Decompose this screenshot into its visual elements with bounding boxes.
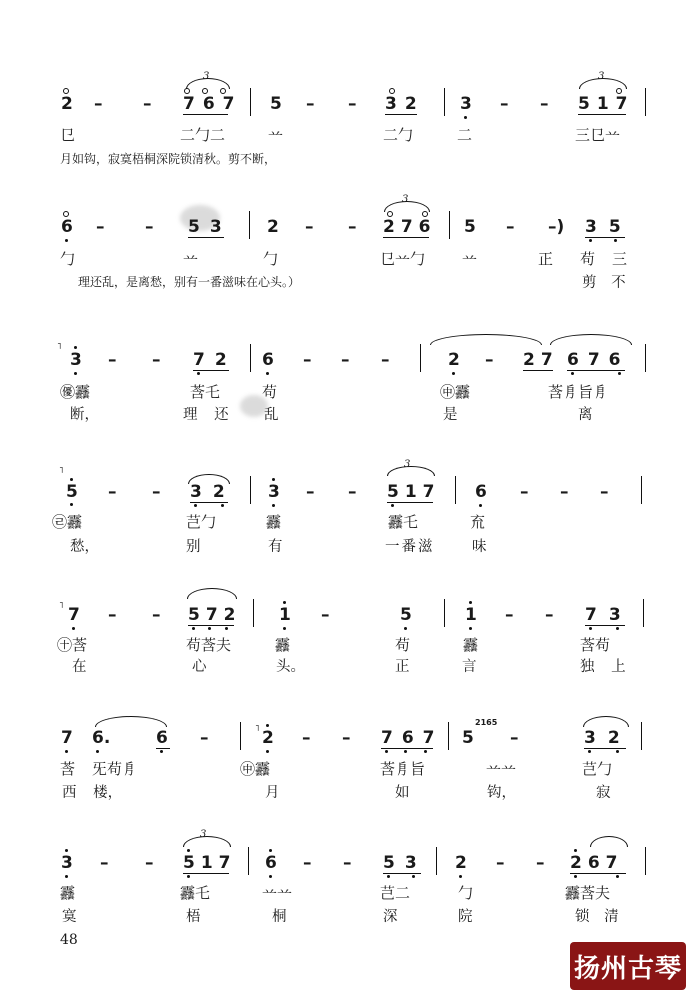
tablature: 正	[538, 250, 554, 268]
dash: –	[100, 853, 109, 873]
lyric: 一番滋	[385, 539, 435, 555]
dash-paren: –)	[548, 217, 565, 237]
barline	[455, 476, 456, 504]
low-dot	[574, 849, 577, 852]
slur	[430, 334, 542, 345]
underline	[383, 237, 429, 238]
ornament-mark: ˥	[57, 342, 62, 352]
low-dot	[65, 875, 68, 878]
barline	[444, 599, 445, 627]
dash: –	[302, 728, 311, 748]
tablature: 䨺	[60, 884, 76, 902]
note-group: 572	[188, 605, 242, 625]
barline	[444, 88, 445, 116]
tablature: 三㔾䒑	[575, 126, 621, 144]
lyric: 正	[395, 659, 410, 675]
low-dot	[404, 627, 407, 630]
low-dot	[74, 372, 77, 375]
lyric: 有	[268, 539, 283, 555]
underline	[183, 114, 228, 115]
underline	[387, 502, 433, 503]
tablature: 䨺乇	[180, 884, 211, 902]
triplet-mark: 3	[203, 71, 210, 82]
slur	[550, 334, 632, 345]
note-group: 53	[383, 853, 427, 873]
lyric: 言	[462, 659, 477, 675]
note-group: 767	[183, 94, 243, 114]
tablature: 㔾	[60, 126, 76, 144]
low-dot	[70, 503, 73, 506]
dash: –	[505, 605, 514, 625]
low-dot	[588, 750, 591, 753]
low-dot	[404, 750, 407, 753]
dash: –	[600, 482, 609, 502]
note: 7	[68, 605, 80, 625]
note-group: 676	[567, 350, 630, 370]
low-dot	[614, 239, 617, 242]
dash: –	[305, 217, 314, 237]
dash: –	[342, 728, 351, 748]
dash: –	[145, 217, 154, 237]
low-dot	[272, 504, 275, 507]
note: 3	[61, 853, 73, 873]
dash: –	[348, 217, 357, 237]
dash: –	[545, 605, 554, 625]
note: 7	[61, 728, 73, 748]
tablature: 二勹	[383, 126, 414, 144]
note-group: 35	[585, 217, 633, 237]
note: 2	[448, 350, 460, 370]
barline	[449, 211, 450, 239]
note: 6	[265, 853, 277, 873]
low-dot	[192, 627, 195, 630]
tablature: 苟	[262, 383, 278, 401]
low-dot	[464, 116, 467, 119]
dash: –	[152, 350, 161, 370]
tablature: ㊥䨺	[240, 760, 271, 778]
slur	[590, 836, 628, 847]
low-dot	[424, 750, 427, 753]
low-dot	[616, 750, 619, 753]
lyric-line: 月如钩，寂寞梧桐深院锁清秋。剪不断，	[60, 152, 277, 166]
underline	[193, 370, 229, 371]
low-dot	[571, 372, 574, 375]
dash: –	[536, 853, 545, 873]
low-dot	[65, 750, 68, 753]
triplet-mark: 3	[200, 829, 207, 840]
underline	[578, 114, 626, 115]
note-group: 276	[383, 217, 437, 237]
dash: –	[108, 350, 117, 370]
note: 5	[270, 94, 282, 114]
tablature: 勹	[263, 250, 279, 268]
note-group: 32	[190, 482, 236, 502]
barline	[253, 599, 254, 627]
slur	[583, 716, 629, 727]
low-dot	[269, 849, 272, 852]
lyric: 头。	[276, 659, 305, 675]
low-dot	[194, 504, 197, 507]
tablature: 㔾䒑勹	[380, 250, 426, 268]
dash: –	[500, 94, 509, 114]
barline	[420, 344, 421, 372]
tablature: 䒑䒑	[262, 884, 293, 902]
lyric: 深	[383, 909, 398, 925]
lyric-line: 理还乱，是离愁，别有一番滋味在心头。）	[78, 275, 301, 289]
low-dot	[266, 372, 269, 375]
dash: –	[306, 94, 315, 114]
lyric-tail: 剪 不	[582, 275, 626, 291]
note-group: 73	[585, 605, 633, 625]
ornament-mark: ˥	[59, 466, 64, 476]
note: 5	[464, 217, 476, 237]
low-dot	[412, 875, 415, 878]
dash: –	[200, 728, 209, 748]
low-dot	[574, 875, 577, 878]
low-dot	[469, 627, 472, 630]
low-dot	[160, 750, 163, 753]
low-dot	[197, 372, 200, 375]
low-dot	[452, 372, 455, 375]
page-number: 48	[60, 932, 78, 948]
note: 1	[465, 605, 477, 625]
dash: –	[108, 482, 117, 502]
ornament-mark: ˥	[255, 724, 260, 734]
dash: –	[520, 482, 529, 502]
barline	[643, 599, 644, 627]
low-dot	[616, 627, 619, 630]
note-group: 32	[584, 728, 632, 748]
tablature: 莟㐆旨㐆	[548, 383, 609, 401]
underline	[585, 625, 625, 626]
note-group: 267	[570, 853, 624, 873]
note: 3	[460, 94, 472, 114]
note-group: 517	[387, 482, 441, 502]
tablature: 莟苟	[580, 636, 611, 654]
barline	[645, 847, 646, 875]
tablature: 芑二	[380, 884, 411, 902]
lyric: 断，	[70, 407, 99, 423]
dash: –	[343, 853, 352, 873]
low-dot	[387, 875, 390, 878]
lyric: 独 上	[580, 659, 626, 675]
tablature: 莟㐆旨	[380, 760, 426, 778]
tablature: ㊝䨺	[60, 383, 91, 401]
low-dot	[221, 504, 224, 507]
low-dot	[266, 724, 269, 727]
tablature: 䒑	[268, 126, 284, 144]
note-dotted: 6.	[92, 728, 111, 748]
barline	[240, 722, 241, 750]
lyric: 心	[192, 659, 207, 675]
low-dot	[385, 750, 388, 753]
slur	[187, 588, 237, 599]
dash: –	[94, 94, 103, 114]
low-dot	[479, 504, 482, 507]
slur	[95, 716, 167, 727]
barline	[248, 847, 249, 875]
dash: –	[348, 482, 357, 502]
note: 2	[262, 728, 274, 748]
low-dot	[65, 239, 68, 242]
tablature: 䨺	[463, 636, 479, 654]
tablature: 䨺乇	[388, 513, 419, 531]
lyric: 是	[443, 407, 458, 423]
lyric: 西 楼，	[62, 785, 123, 801]
dash: –	[306, 482, 315, 502]
tablature: 莟乇	[190, 383, 221, 401]
underline	[381, 748, 433, 749]
tablature: 勹	[458, 884, 474, 902]
note: 6	[156, 728, 168, 748]
tablature: 䨺	[275, 636, 291, 654]
logo-text: 扬州古琴	[573, 953, 682, 984]
low-dot	[618, 372, 621, 375]
underline	[385, 114, 417, 115]
note: 3	[268, 482, 280, 502]
tablature: 旡苟㐆	[92, 760, 138, 778]
barline	[436, 847, 437, 875]
note-group: 517	[183, 853, 237, 873]
tablature: 苟	[395, 636, 411, 654]
barline	[250, 476, 251, 504]
lyric: 如	[395, 785, 410, 801]
dash: –	[560, 482, 569, 502]
note-group: 53	[188, 217, 232, 237]
tablature: 䒑	[183, 250, 199, 268]
dash: –	[96, 217, 105, 237]
low-dot	[65, 849, 68, 852]
lyric: 离	[578, 407, 593, 423]
low-dot	[269, 875, 272, 878]
tablature: 二勹二	[180, 126, 226, 144]
underline	[190, 502, 228, 503]
dash: –	[540, 94, 549, 114]
note: 2	[61, 94, 73, 114]
triplet-mark: 3	[598, 71, 605, 82]
barline	[250, 88, 251, 116]
dash: –	[303, 853, 312, 873]
underline	[585, 237, 625, 238]
dash: –	[496, 853, 505, 873]
lyric: 月	[265, 785, 280, 801]
underline	[188, 237, 224, 238]
lyric: 味	[472, 539, 487, 555]
barline	[641, 476, 642, 504]
note: 6	[475, 482, 487, 502]
low-dot	[70, 478, 73, 481]
tablature: 䒑䒑	[486, 760, 517, 778]
lyric: 在	[72, 659, 87, 675]
dash: –	[321, 605, 330, 625]
dash: –	[303, 350, 312, 370]
lyric: 别	[186, 539, 201, 555]
note: 5	[66, 482, 78, 502]
lyric: 愁，	[70, 539, 99, 555]
low-dot	[272, 478, 275, 481]
barline	[645, 344, 646, 372]
underline	[156, 748, 170, 749]
low-dot	[96, 750, 99, 753]
underline	[183, 873, 229, 874]
low-dot	[589, 239, 592, 242]
underline	[570, 873, 626, 874]
dash: –	[145, 853, 154, 873]
low-dot	[616, 875, 619, 878]
tablature: 䒑	[462, 250, 478, 268]
lyric: 梧	[186, 909, 201, 925]
tablature: ㉣䨺	[52, 513, 83, 531]
low-dot	[74, 346, 77, 349]
underline	[523, 370, 553, 371]
lyric: 院	[458, 909, 473, 925]
low-dot	[589, 627, 592, 630]
dash: –	[108, 605, 117, 625]
slur	[387, 466, 435, 476]
note: 2	[267, 217, 279, 237]
low-dot	[72, 627, 75, 630]
note-group: 32	[385, 94, 425, 114]
dash: –	[506, 217, 515, 237]
low-dot	[469, 601, 472, 604]
tablature: 䨺莟夫	[565, 884, 611, 902]
low-dot	[187, 849, 190, 852]
low-dot	[208, 627, 211, 630]
lyric: 锁 清	[575, 909, 619, 925]
tablature: 莟	[60, 760, 76, 778]
low-dot	[225, 627, 228, 630]
note: 1	[279, 605, 291, 625]
tablature: ㊥䨺	[440, 383, 471, 401]
low-dot	[266, 750, 269, 753]
lyric: 理 还	[183, 407, 229, 423]
dash: –	[485, 350, 494, 370]
note: 5	[400, 605, 412, 625]
lyric: 寂	[596, 785, 611, 801]
barline	[250, 344, 251, 372]
triplet-mark: 3	[402, 194, 409, 205]
underline	[584, 748, 626, 749]
tablature: 㐬	[470, 513, 486, 531]
barline	[448, 722, 449, 750]
tablature: 芑勹	[582, 760, 613, 778]
tablature: 苟莟夫	[186, 636, 232, 654]
note-group: 72	[193, 350, 237, 370]
note: 5	[462, 728, 474, 748]
barline	[641, 722, 642, 750]
note: 6	[61, 217, 73, 237]
low-dot	[283, 601, 286, 604]
dash: –	[152, 605, 161, 625]
dash: –	[143, 94, 152, 114]
note-group: 517	[578, 94, 635, 114]
tablature: ㊉莟	[57, 636, 88, 654]
lyric: 寞	[62, 909, 77, 925]
ornament-mark: ˥	[59, 601, 64, 611]
dash: –	[348, 94, 357, 114]
note: 3	[70, 350, 82, 370]
low-dot	[391, 504, 394, 507]
tablature: 三	[612, 250, 628, 268]
tablature: 勹	[60, 250, 76, 268]
note: 6	[262, 350, 274, 370]
lyric: 乱	[264, 407, 279, 423]
dash: –	[341, 350, 350, 370]
grace-notes: 2165	[475, 718, 498, 727]
watermark-logo	[570, 942, 686, 990]
tablature: 苟	[580, 250, 596, 268]
low-dot	[283, 627, 286, 630]
dash: –	[152, 482, 161, 502]
dash: –	[510, 728, 519, 748]
tablature: 芑勹	[186, 513, 217, 531]
tablature: 二	[457, 126, 473, 144]
note: 2	[455, 853, 467, 873]
tablature: 䨺	[266, 513, 282, 531]
note-group: 767	[381, 728, 444, 748]
underline	[383, 873, 421, 874]
dash: –	[381, 350, 390, 370]
slur	[183, 836, 231, 847]
underline	[567, 370, 625, 371]
triplet-mark: 3	[404, 459, 411, 470]
low-dot	[187, 875, 190, 878]
low-dot	[459, 875, 462, 878]
note-group: 27	[523, 350, 559, 370]
barline	[645, 88, 646, 116]
underline	[188, 625, 234, 626]
lyric: 桐	[272, 909, 287, 925]
lyric: 钩，	[487, 785, 516, 801]
barline	[249, 211, 250, 239]
